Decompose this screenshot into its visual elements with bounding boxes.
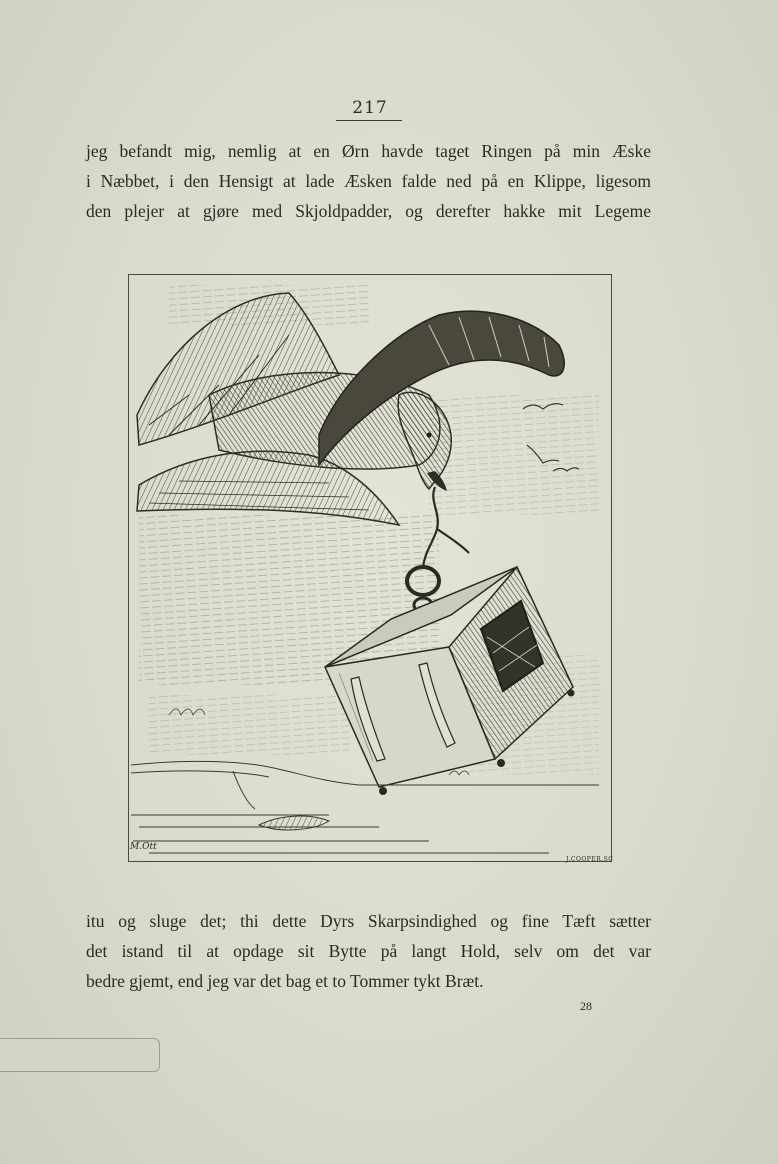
engraver-signature-left: M.Ott	[130, 842, 157, 852]
page-number-rule	[336, 120, 402, 121]
eagle-carrying-box-engraving	[128, 274, 612, 862]
text-line: bedre gjemt, end jeg var det bag et to Tommer tykt Bræt.	[86, 971, 484, 991]
engraver-signature-right: J.COOPER.SC	[566, 856, 614, 863]
top-paragraph	[86, 136, 651, 226]
printer-signature-mark: 28	[580, 999, 592, 1013]
bottom-paragraph	[86, 906, 651, 996]
text-line: jeg befandt mig, nemlig at en Ørn havde taget Ringen på min Æske	[86, 141, 651, 161]
text-line: den plejer at gjøre med Skjoldpadder, og derefter hakke mit Legeme	[86, 201, 651, 221]
text-line: det istand til at opdage sit Bytte på langt Hold, selv om det var	[86, 941, 651, 961]
catalog-label-tab	[0, 1038, 160, 1072]
text-line: itu og sluge det; thi dette Dyrs Skarpsindighed og fine Tæft sætter	[86, 911, 651, 931]
page-number: 217	[352, 98, 388, 118]
text-line: i Næbbet, i den Hensigt at lade Æsken falde ned på en Klippe, ligesom	[86, 171, 651, 191]
